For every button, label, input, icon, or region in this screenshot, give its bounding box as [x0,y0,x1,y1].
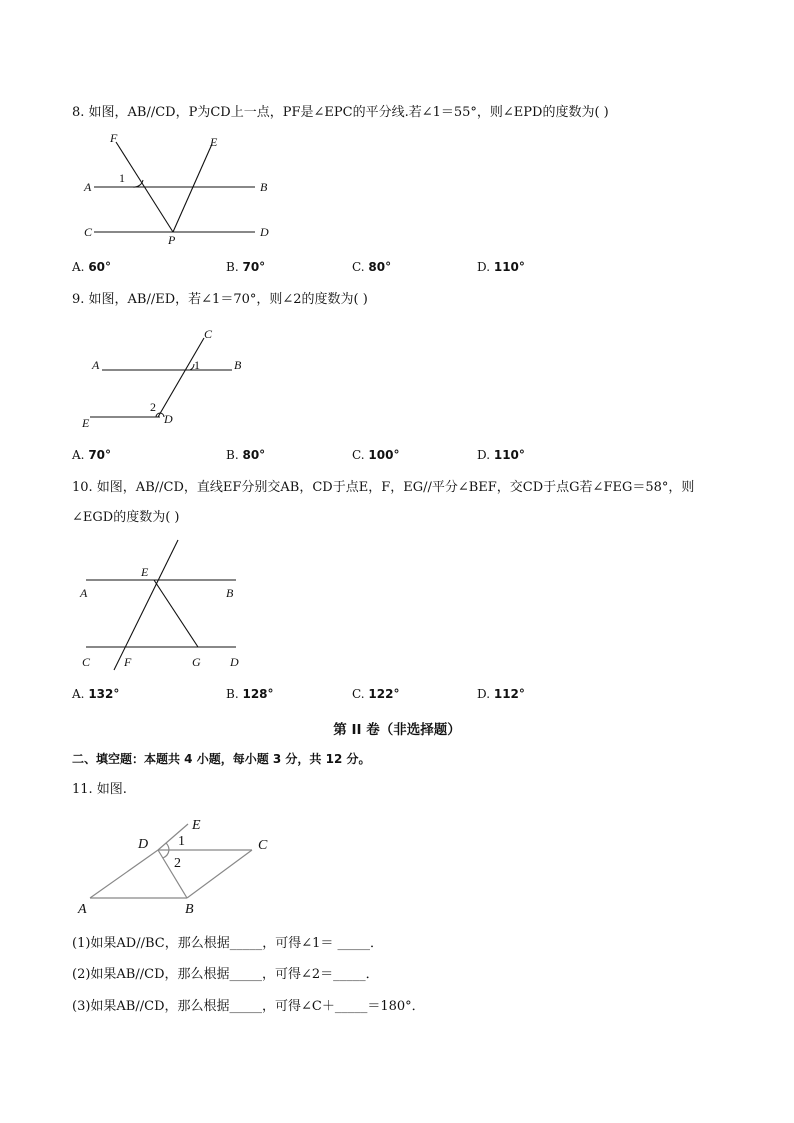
q8-option-a: A. 60° [72,260,112,274]
q9-label-E: E [82,416,90,430]
q10-option-d: D. 112° [477,687,525,701]
q10-diagram [76,538,256,678]
q11-label-A: A [78,902,87,917]
q8-label-D: D [260,225,269,239]
q10-label-E: E [141,565,149,579]
q9-label-D: D [164,412,173,426]
q10-label-A: A [80,586,88,600]
q10-option-a: A. 132° [72,687,120,701]
q11-angle-1: 1 [178,834,185,849]
q9-option-d: D. 110° [477,448,525,462]
part2-title: 第 II 卷（非选择题） [333,722,461,738]
q10-label-C: C [82,655,91,669]
q9-label-C: C [204,327,213,341]
q9-label-B: B [234,358,242,372]
q9-angle-2: 2 [150,400,156,414]
q11-label-E: E [192,818,201,833]
q9-option-c: C. 100° [352,448,400,462]
q8-option-b: B. 70° [226,260,266,274]
q8-label-A: A [84,180,92,194]
q8-option-c: C. 80° [352,260,392,274]
q11-text: 11. 如图. [72,782,127,797]
q8-label-P: P [168,233,176,247]
q8-text: 8. 如图，AB//CD，P为CD上一点，PF是∠EPC的平分线.若∠1＝55°，则∠EPD的度数为( ) [72,105,609,120]
q9-option-b: B. 80° [226,448,266,462]
q11-sub-question-1: (1)如果AD//BC，那么根据_____，可得∠1＝ _____． [72,936,384,951]
q9-diagram [80,326,280,436]
q10-text-line1: 10. 如图，AB//CD，直线EF分别交AB，CD于点E，F，EG//平分∠BEF，交CD于点G若∠FEG＝58°，则 [72,480,695,495]
q11-diagram [74,812,284,922]
q10-label-D: D [230,655,239,669]
q10-label-B: B [226,586,234,600]
q10-text-line2: ∠EGD的度数为( ) [72,510,180,525]
q8-label-F: F [110,131,118,145]
q10-option-b: B. 128° [226,687,274,701]
q11-angle-2: 2 [174,856,181,871]
q11-label-C: C [258,838,268,853]
q11-label-D: D [138,837,149,852]
q9-text: 9. 如图，AB//ED，若∠1＝70°，则∠2的度数为( ) [72,292,368,307]
q11-sub-question-2: (2)如果AB//CD，那么根据_____，可得∠2＝_____． [72,967,379,982]
q8-label-B: B [260,180,268,194]
q11-sub-question-3: (3)如果AB//CD，那么根据_____，可得∠C＋_____＝180°． [72,999,425,1014]
fill-blank-section-header: 二、填空题：本题共 4 小题，每小题 3 分，共 12 分。 [72,752,371,766]
q10-label-F: F [124,655,132,669]
q10-label-G: G [192,655,201,669]
q8-angle-1: 1 [119,171,125,185]
q9-label-A: A [92,358,100,372]
q11-label-B: B [185,902,194,917]
q8-diagram [80,130,280,250]
q10-option-c: C. 122° [352,687,400,701]
q8-label-E: E [210,135,218,149]
q9-option-a: A. 70° [72,448,112,462]
q9-angle-1: 1 [194,358,200,372]
q8-label-C: C [84,225,93,239]
q8-option-d: D. 110° [477,260,525,274]
